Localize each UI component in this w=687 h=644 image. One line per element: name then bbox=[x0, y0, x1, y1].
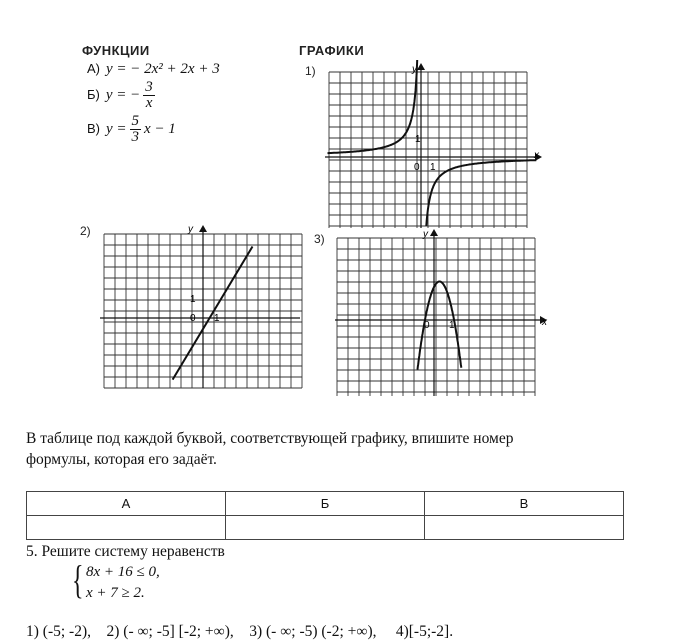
answer-header-v: В bbox=[425, 492, 624, 516]
graph-1-y-tick: 1 bbox=[415, 134, 421, 145]
graph-3-y-arrow bbox=[430, 229, 438, 236]
graph-2-origin: 0 bbox=[190, 313, 196, 324]
formula-b-den: x bbox=[145, 95, 153, 111]
formula-b-lhs: y = − bbox=[105, 86, 141, 103]
answer-cell-b[interactable] bbox=[226, 516, 425, 540]
formula-v-lhs: y = bbox=[106, 120, 127, 137]
formula-a-text: y = − 2x² + 2x + 3 bbox=[106, 61, 220, 77]
answer-table bbox=[26, 491, 624, 540]
graph-2 bbox=[95, 220, 320, 390]
system-ineq-2: x + 7 ≥ 2. bbox=[86, 585, 145, 601]
formula-b-num: 3 bbox=[145, 79, 153, 95]
formula-b bbox=[87, 80, 158, 111]
graph-1 bbox=[320, 60, 550, 230]
graph-3-y-label: y bbox=[423, 229, 428, 240]
instruction bbox=[26, 428, 646, 470]
system-brace: { bbox=[72, 557, 84, 602]
formula-b-fraction bbox=[143, 80, 155, 111]
graph-1-y-arrow bbox=[417, 63, 425, 70]
graph-1-x-tick: 1 bbox=[430, 162, 436, 173]
answer-table-header-row bbox=[27, 492, 624, 516]
formula-v bbox=[87, 114, 176, 145]
task5-options: 1) (-5; -2), 2) (- ∞; -5] [-2; +∞), 3) (- ∞; -5) (-2; +∞), 4)[-5;-2]. bbox=[26, 623, 454, 640]
answer-cell-v[interactable] bbox=[425, 516, 624, 540]
system-ineq-1: 8x + 16 ≤ 0, bbox=[86, 564, 160, 580]
graph-2-label: 2) bbox=[80, 224, 91, 238]
answer-table-input-row bbox=[27, 516, 624, 540]
formula-a-label: А) bbox=[87, 61, 100, 76]
graph-2-line bbox=[173, 247, 253, 380]
graph-1-y-label: y bbox=[412, 64, 417, 75]
answer-header-a: А bbox=[27, 492, 226, 516]
graph-3-origin: 0 bbox=[424, 320, 430, 331]
instruction-line-2: формулы, которая его задаёт. bbox=[26, 451, 217, 468]
answer-header-b: Б bbox=[226, 492, 425, 516]
formula-v-fraction bbox=[130, 114, 142, 145]
formula-a bbox=[87, 61, 220, 78]
graph-1-x-label: x bbox=[534, 150, 539, 161]
graph-2-y-label: y bbox=[188, 224, 193, 235]
graph-3-x-label: x bbox=[542, 317, 547, 328]
formula-v-label: В) bbox=[87, 120, 100, 136]
graphs-header: ГРАФИКИ bbox=[299, 43, 365, 58]
graph-1-label: 1) bbox=[305, 64, 316, 78]
formula-b-label: Б) bbox=[87, 86, 100, 102]
graph-3-curve bbox=[418, 282, 462, 370]
graph-3 bbox=[330, 228, 555, 398]
formula-v-num: 5 bbox=[131, 113, 140, 129]
answer-cell-a[interactable] bbox=[27, 516, 226, 540]
graph-1-origin: 0 bbox=[414, 162, 420, 173]
task5-title: 5. Решите систему неравенств bbox=[26, 543, 225, 560]
graph-3-label: 3) bbox=[314, 232, 325, 246]
formula-v-rhs: x − 1 bbox=[144, 120, 176, 137]
graph-3-grid bbox=[337, 238, 535, 396]
graph-2-x-tick: 1 bbox=[214, 313, 220, 324]
functions-header: ФУНКЦИИ bbox=[82, 43, 150, 58]
graph-2-y-tick: 1 bbox=[190, 294, 196, 305]
instruction-line-1: В таблице под каждой буквой, соответствующей графику, впишите номер bbox=[26, 430, 514, 447]
formula-v-den: 3 bbox=[131, 129, 140, 145]
graph-2-y-arrow bbox=[199, 225, 207, 232]
graph-3-x-tick: 1 bbox=[449, 320, 455, 331]
